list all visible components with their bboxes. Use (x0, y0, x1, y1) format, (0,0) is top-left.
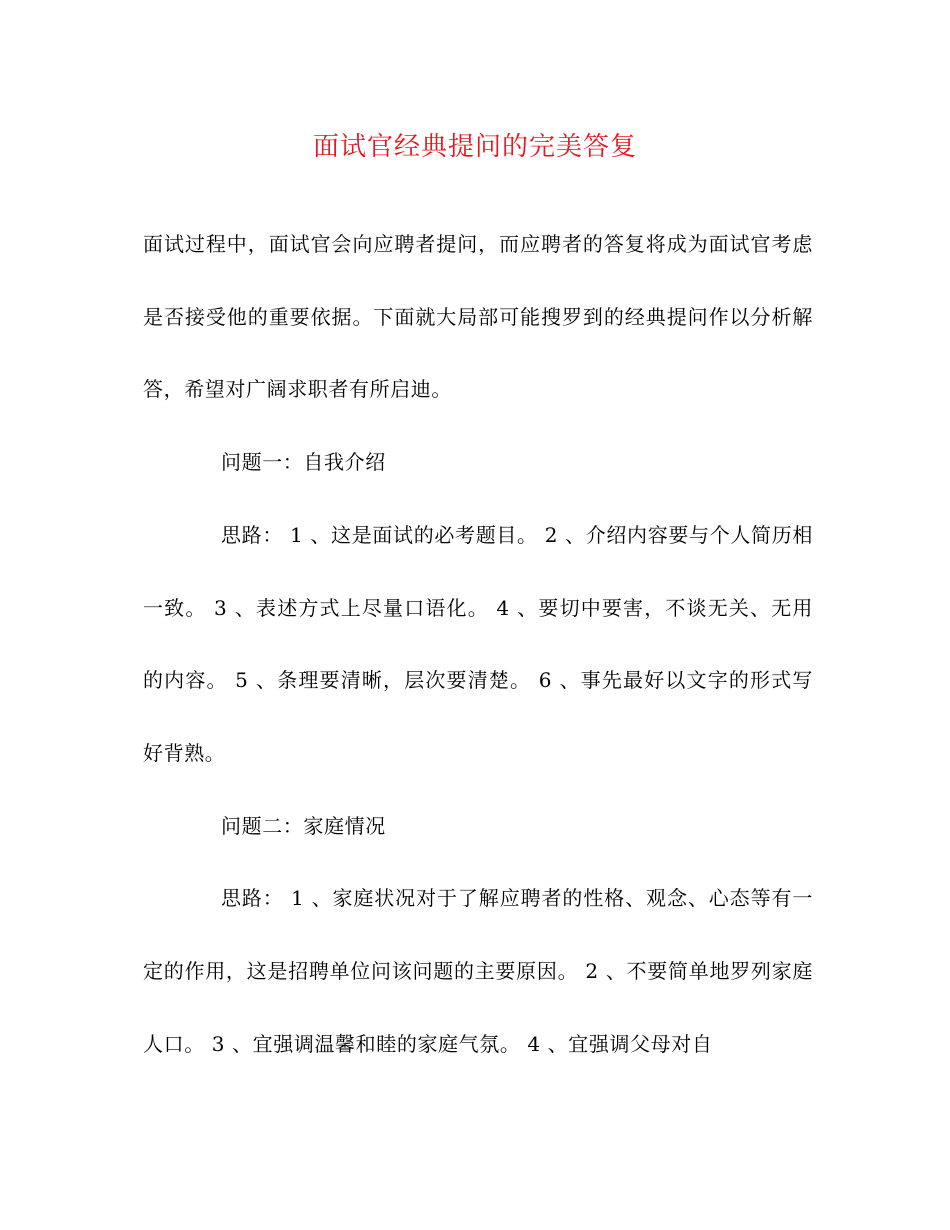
document-title: 面试官经典提问的完美答复 (312, 132, 637, 162)
question-heading-2: 问题二：家庭情况 (221, 813, 386, 838)
answer-paragraph-2: 思路： 1 、家庭状况对于了解应聘者的性格、观念、心态等有一定的作用，这是招聘单位问该问题的主要原因。 2 、不要简单地罗列家庭人口。 3 、宜强调温馨和睦的家庭气氛。 4 、宜强调父母对自 (143, 886, 813, 1056)
answer-paragraph-1: 思路： 1 、这是面试的必考题目。 2 、介绍内容要与个人简历相一致。 3 、表述方式上尽量口语化。 4 、要切中要害，不谈无关、无用的内容。 5 、条理要清晰，层次要清楚。 6 、事先最好以文字的形式写好背熟。 (143, 522, 813, 765)
paragraph-intro: 面试过程中，面试官会向应聘者提问，而应聘者的答复将成为面试官考虑是否接受他的重要依据。下面就大局部可能搜罗到的经典提问作以分析解答，希望对广阔求职者有所启迪。 (143, 232, 813, 402)
question-heading-1: 问题一：自我介绍 (221, 450, 386, 475)
document-body (143, 208, 813, 1080)
